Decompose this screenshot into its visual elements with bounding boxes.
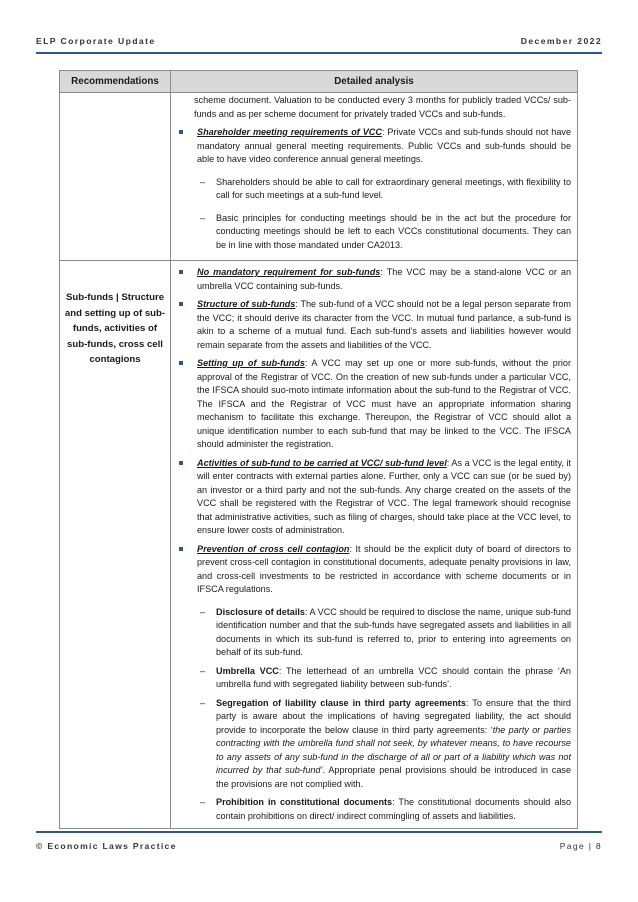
- bullet-item: [178, 126, 571, 167]
- dash-text: Shareholders should be able to call for extraordinary general meetings, with flexibility to call for such meetings at a sub-fund level.: [216, 176, 571, 200]
- bullet-square-icon: [179, 547, 183, 551]
- table-row: [60, 261, 578, 829]
- analysis-cell: [171, 261, 578, 829]
- bullet-text: : It should be the explicit duty of board of directors to prevent cross-cell contagion in constitutional documents, adequate penalty provisions in law, and cross-cell investments to be restricted in accordance with scheme documents or in IFSCA regulations.: [197, 543, 571, 594]
- col-header-recommendations: Recommendations: [60, 71, 171, 93]
- dash-icon: –: [200, 797, 206, 807]
- dash-icon: –: [200, 665, 206, 676]
- bullet-text: : The sub-fund of a VCC should not be a legal person separate from the VCC; it should derive its character from the VCC. In mutual fund parlance, a sub-fund is akin to a scheme of a mutual fund. Each sub-fund’s assets and liabilities however would remain separate from the assets and liabilities of the VCC.: [197, 299, 571, 350]
- dash-key: Disclosure of details: [216, 606, 305, 617]
- bullet-key: Prevention of cross cell contagion: [197, 543, 350, 554]
- recommendations-table: [59, 70, 578, 829]
- dash-text: : To ensure that the third party is aware about the implications of having segregated liability, the act should provide to incorporate the below clause in third party agreements: ‘: [216, 697, 571, 735]
- dash-icon: –: [200, 212, 206, 223]
- table-header-row: [60, 71, 578, 93]
- bullet-text: : The VCC may be a stand-alone VCC or an umbrella VCC containing sub-funds.: [197, 267, 572, 291]
- bullet-item: [178, 298, 571, 352]
- col-header-detailed-analysis: Detailed analysis: [171, 71, 578, 93]
- dash-text: : A VCC should be required to disclose the name, unique sub-fund identification number and that the sub-funds have segregated assets and liabilities in all documents in which its sub-fund is referred to, prior to entering into agreements on behalf of its sub-fund.: [216, 606, 571, 657]
- dash-item: [178, 212, 571, 253]
- header-title: ELP Corporate Update: [36, 36, 156, 46]
- dash-text: . Appropriate penal provisions should be introduced in case the provisions are not complied with.: [216, 765, 571, 789]
- dash-item: [178, 697, 571, 792]
- continued-paragraph: scheme document. Valuation to be conducted every 3 months for publicly traded VCCs/ sub-funds and as per scheme document for privately traded VCCs and sub-funds.: [194, 95, 571, 119]
- dash-key: Prohibition in constitutional documents: [216, 797, 393, 807]
- bullet-key: Structure of sub-funds: [197, 299, 296, 309]
- bullet-key: No mandatory requirement for sub-funds: [197, 267, 381, 277]
- dash-key: Segregation of liability clause in third party agreements: [216, 697, 466, 708]
- page-footer: [36, 841, 602, 855]
- dash-icon: –: [200, 697, 206, 708]
- recommendation-cell: [60, 93, 171, 261]
- header-date: December 2022: [520, 36, 602, 46]
- bullet-square-icon: [179, 270, 183, 274]
- bullet-key: Setting up of sub-funds: [197, 358, 305, 368]
- bullet-key: Shareholder meeting requirements of VCC: [197, 127, 382, 137]
- dash-text: : The constitutional documents should also contain prohibitions on direct/ indirect commingling of assets and liabilities.: [216, 797, 571, 821]
- recommendation-cell: Sub-funds | Structure and setting up of sub-funds, activities of sub-funds, cross cell contagions: [60, 261, 171, 829]
- dash-quote: the party or parties contracting with the umbrella fund shall not seek, by whatever means, to have recourse to any assets of any sub-fund in the discharge of all or part of a liability which was not incurred by that sub-fund’: [216, 724, 571, 775]
- footer-copyright: © Economic Laws Practice: [36, 841, 177, 851]
- bullet-key: Activities of sub-fund to be carried at VCC/ sub-fund level: [197, 457, 447, 468]
- dash-text: : The letterhead of an umbrella VCC should contain the phrase ‘An umbrella fund with segregated liability between sub-funds’.: [216, 665, 571, 689]
- bullet-square-icon: [179, 302, 183, 306]
- bullet-square-icon: [179, 361, 183, 365]
- bullet-square-icon: [179, 461, 183, 465]
- bullet-text: : Private VCCs and sub-funds should not have mandatory annual general meeting requirements. Public VCCs and sub-funds should be able to have video conference annual general meetings.: [197, 127, 572, 164]
- dash-item: [178, 665, 571, 692]
- bullet-item: [178, 457, 571, 538]
- page-number: Page | 8: [559, 841, 602, 851]
- bullet-text: : A VCC may set up one or more sub-funds, without the prior approval of the Registrar of VCC. On the creation of new sub-funds under a particular VCC, the IFSCA should suo-moto intimate information about the sub-fund to the Registrar of VCC. The IFSCA and the Registrar of VCC must have an appropriate information sharing mechanism to facilitate this exchange. Thereupon, the Registrar of VCC should allot a unique identification number to each sub-fund that may be linked to the VCC. The IFSCA should administer the registration.: [197, 358, 571, 449]
- header-rule: [36, 52, 602, 54]
- dash-key: Umbrella VCC: [216, 665, 279, 676]
- dash-item: [178, 796, 571, 823]
- bullet-item: [178, 357, 571, 452]
- bullet-item: [178, 543, 571, 597]
- dash-icon: –: [200, 176, 206, 187]
- bullet-square-icon: [179, 130, 183, 134]
- bullet-item: [178, 266, 571, 293]
- page-header: [36, 36, 602, 50]
- dash-item: [178, 176, 571, 203]
- table-row: [60, 93, 578, 261]
- dash-text: Basic principles for conducting meetings should be in the act but the procedure for conducting meetings should be left to each VCCs constitutional documents. They can be in line with those mandated under CA2013.: [216, 212, 571, 250]
- analysis-cell: [171, 93, 578, 261]
- bullet-text: : As a VCC is the legal entity, it will enter contracts with external parties alone. Further, only a VCC can sue (or be sued by) an investor or a third party and not the sub-funds. Any charge created on the assets of the VCC shall be registered with the Registrar of VCC. The legal framework should recognise that administrative activities, such as filing of charges, should take place at the VCC level, to ensure lower costs of administration.: [197, 457, 571, 535]
- dash-item: [178, 606, 571, 660]
- footer-rule: [36, 831, 602, 833]
- dash-icon: –: [200, 606, 206, 617]
